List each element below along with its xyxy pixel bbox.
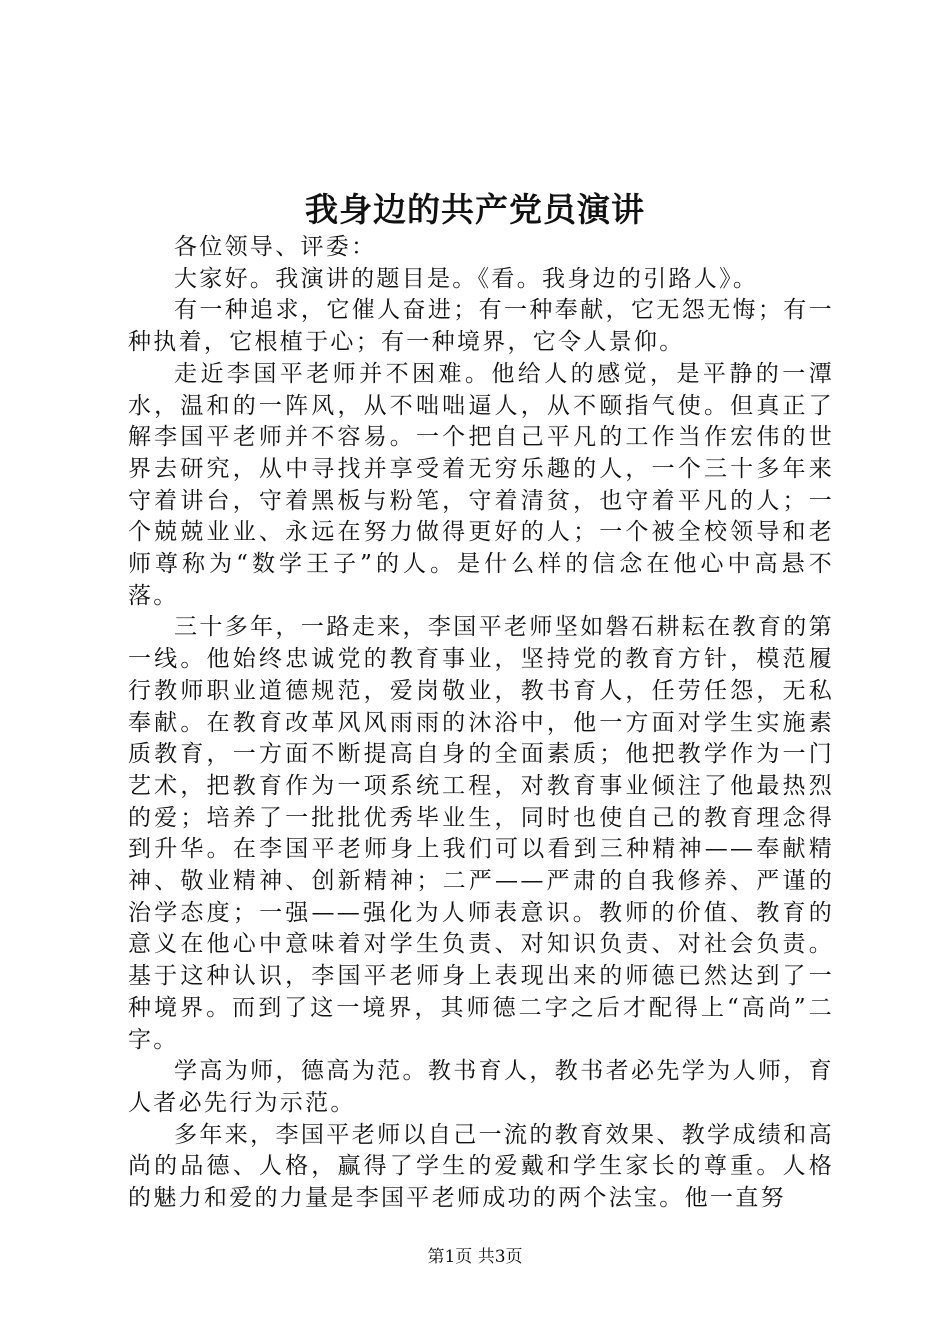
paragraph-approach: 走近李国平老师并不困难。他给人的感觉，是平静的一潭水，温和的一阵风，从不咄咄逼人，从不颐指气使。但真正了解李国平老师并不容易。一个把自己平凡的工作当作宏伟的世界去研究，从中寻找并享受着无穷乐趣的人，一个三十多年来守着讲台，守着黑板与粉笔，守着清贫，也守着平凡的人；一个兢兢业业、永远在努力做得更好的人；一个被全校领导和老师尊称为“数学王子”的人。是什么样的信念在他心中高悬不落。 bbox=[128, 360, 834, 609]
document-title: 我身边的共产党员演讲 bbox=[305, 190, 645, 229]
paragraph-intro: 有一种追求，它催人奋进；有一种奉献，它无怨无悔；有一种执着，它根植于心；有一种境界，它令人景仰。 bbox=[128, 297, 834, 356]
page-number: 第1页 共3页 bbox=[427, 1247, 523, 1267]
paragraph-motto: 学高为师，德高为范。教书育人，教书者必先学为人师，育人者必先行为示范。 bbox=[128, 1058, 834, 1116]
paragraph-career: 三十多年，一路走来，李国平老师坚如磐石耕耘在教育的第一线。他始终忠诚党的教育事业，坚持党的教育方针，模范履行教师职业道德规范，爱岗敬业，教书育人，任劳任怨，无私奉献。在教育改革风风雨雨的沐浴中，他一方面对学生实施素质教育，一方面不断提高自身的全面素质；他把教学作为一门艺术，把教育作为一项系统工程，对教育事业倾注了他最热烈的爱；培养了一批批优秀毕业生，同时也使自己的教育理念得到升华。在李国平老师身上我们可以看到三种精神——奉献精神、敬业精神、创新精神；二严——严肃的自我修养、严谨的治学态度；一强——强化为人师表意识。教师的价值、教育的意义在他心中意味着对学生负责、对知识负责、对社会负责。基于这种认识，李国平老师身上表现出来的师德已然达到了一种境界。而到了这一境界，其师德二字之后才配得上“高尚”二字。 bbox=[128, 614, 834, 1053]
paragraph-achievements: 多年来，李国平老师以自己一流的教育效果、教学成绩和高尚的品德、人格，赢得了学生的爱戴和学生家长的尊重。人格的魅力和爱的力量是李国平老师成功的两个法宝。他一直努 bbox=[128, 1121, 834, 1212]
paragraph-greeting: 大家好。我演讲的题目是。《看。我身边的引路人》。 bbox=[174, 265, 759, 292]
paragraph-salutation: 各位领导、评委： bbox=[174, 234, 377, 260]
document-body bbox=[128, 232, 834, 1215]
